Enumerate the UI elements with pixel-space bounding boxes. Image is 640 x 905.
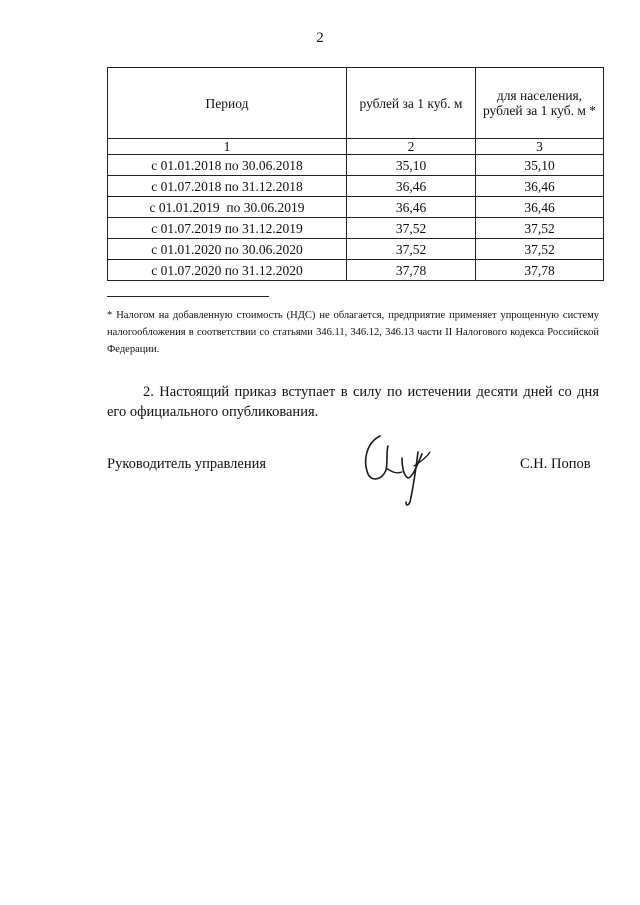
table-column-numbers-row <box>108 139 604 155</box>
tariff-cell: 36,46 <box>347 197 476 218</box>
population-tariff-cell: 37,78 <box>476 260 604 281</box>
table-row <box>108 239 604 260</box>
population-tariff-cell: 36,46 <box>476 197 604 218</box>
table-row <box>108 197 604 218</box>
period-cell: с 01.01.2018 по 30.06.2018 <box>108 155 347 176</box>
column-number: 2 <box>347 139 476 155</box>
population-tariff-cell: 37,52 <box>476 218 604 239</box>
column-number: 1 <box>108 139 347 155</box>
population-tariff-cell: 36,46 <box>476 176 604 197</box>
footnote-divider <box>107 296 269 297</box>
tariff-cell: 36,46 <box>347 176 476 197</box>
header-population-rub-per-m3: для населения, рублей за 1 куб. м * <box>476 68 604 139</box>
period-cell: с 01.07.2020 по 31.12.2020 <box>108 260 347 281</box>
signatory-role: Руководитель управления <box>107 456 267 472</box>
period-cell: с 01.07.2019 по 31.12.2019 <box>108 218 347 239</box>
table-row <box>108 155 604 176</box>
order-paragraph: 2. Настоящий приказ вступает в силу по истечении десяти дней со дня его официального опубликования. <box>107 384 599 420</box>
footnote: * Налогом на добавленную стоимость (НДС) не облагается, предприятие применяет упрощенную систему налогообложения в соответствии со статьями 346.11, 346.12, 346.13 части II Налогового кодекса Российской Федерации. <box>107 310 599 355</box>
tariff-table <box>107 67 604 281</box>
column-number: 3 <box>476 139 604 155</box>
population-tariff-cell: 37,52 <box>476 239 604 260</box>
period-cell: с 01.01.2020 по 30.06.2020 <box>108 239 347 260</box>
page-number: 2 <box>316 30 324 46</box>
table-row <box>108 218 604 239</box>
signatory-name: С.Н. Попов <box>520 456 591 472</box>
period-cell: с 01.07.2018 по 31.12.2018 <box>108 176 347 197</box>
tariff-cell: 35,10 <box>347 155 476 176</box>
table-row <box>108 176 604 197</box>
table-row <box>108 260 604 281</box>
population-tariff-cell: 35,10 <box>476 155 604 176</box>
period-cell: с 01.01.2019 по 30.06.2019 <box>108 197 347 218</box>
header-period: Период <box>108 68 347 139</box>
tariff-cell: 37,78 <box>347 260 476 281</box>
handwritten-signature <box>358 428 438 510</box>
header-rub-per-m3: рублей за 1 куб. м <box>347 68 476 139</box>
tariff-cell: 37,52 <box>347 239 476 260</box>
table-header-row <box>108 68 604 139</box>
tariff-cell: 37,52 <box>347 218 476 239</box>
